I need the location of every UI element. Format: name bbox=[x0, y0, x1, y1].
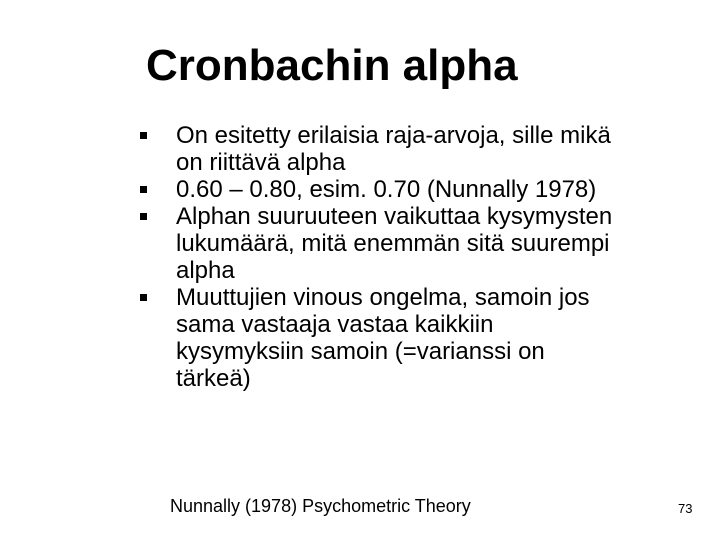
square-bullet-icon bbox=[140, 186, 147, 193]
slide-title: Cronbachin alpha bbox=[146, 41, 518, 90]
footnote-reference: Nunnally (1978) Psychometric Theory bbox=[170, 496, 471, 516]
square-bullet-icon bbox=[140, 213, 147, 220]
bullet-list bbox=[140, 122, 640, 392]
bullet-text: On esitetty erilaisia raja-arvoja, sille mikä on riittävä alpha bbox=[176, 122, 611, 176]
bullet-item bbox=[140, 284, 640, 392]
page-number: 73 bbox=[678, 501, 693, 516]
bullet-text: Muuttujien vinous ongelma, samoin jos sama vastaaja vastaa kaikkiin kysymyksiin samoin (=varianssi on tärkeä) bbox=[176, 284, 590, 392]
square-bullet-icon bbox=[140, 132, 147, 139]
bullet-text: Alphan suuruuteen vaikuttaa kysymysten lukumäärä, mitä enemmän sitä suurempi alpha bbox=[176, 203, 613, 284]
bullet-item bbox=[140, 176, 640, 203]
bullet-text: 0.60 – 0.80, esim. 0.70 (Nunnally 1978) bbox=[176, 176, 597, 203]
bullet-item bbox=[140, 203, 640, 284]
square-bullet-icon bbox=[140, 294, 147, 301]
bullet-item bbox=[140, 122, 640, 176]
